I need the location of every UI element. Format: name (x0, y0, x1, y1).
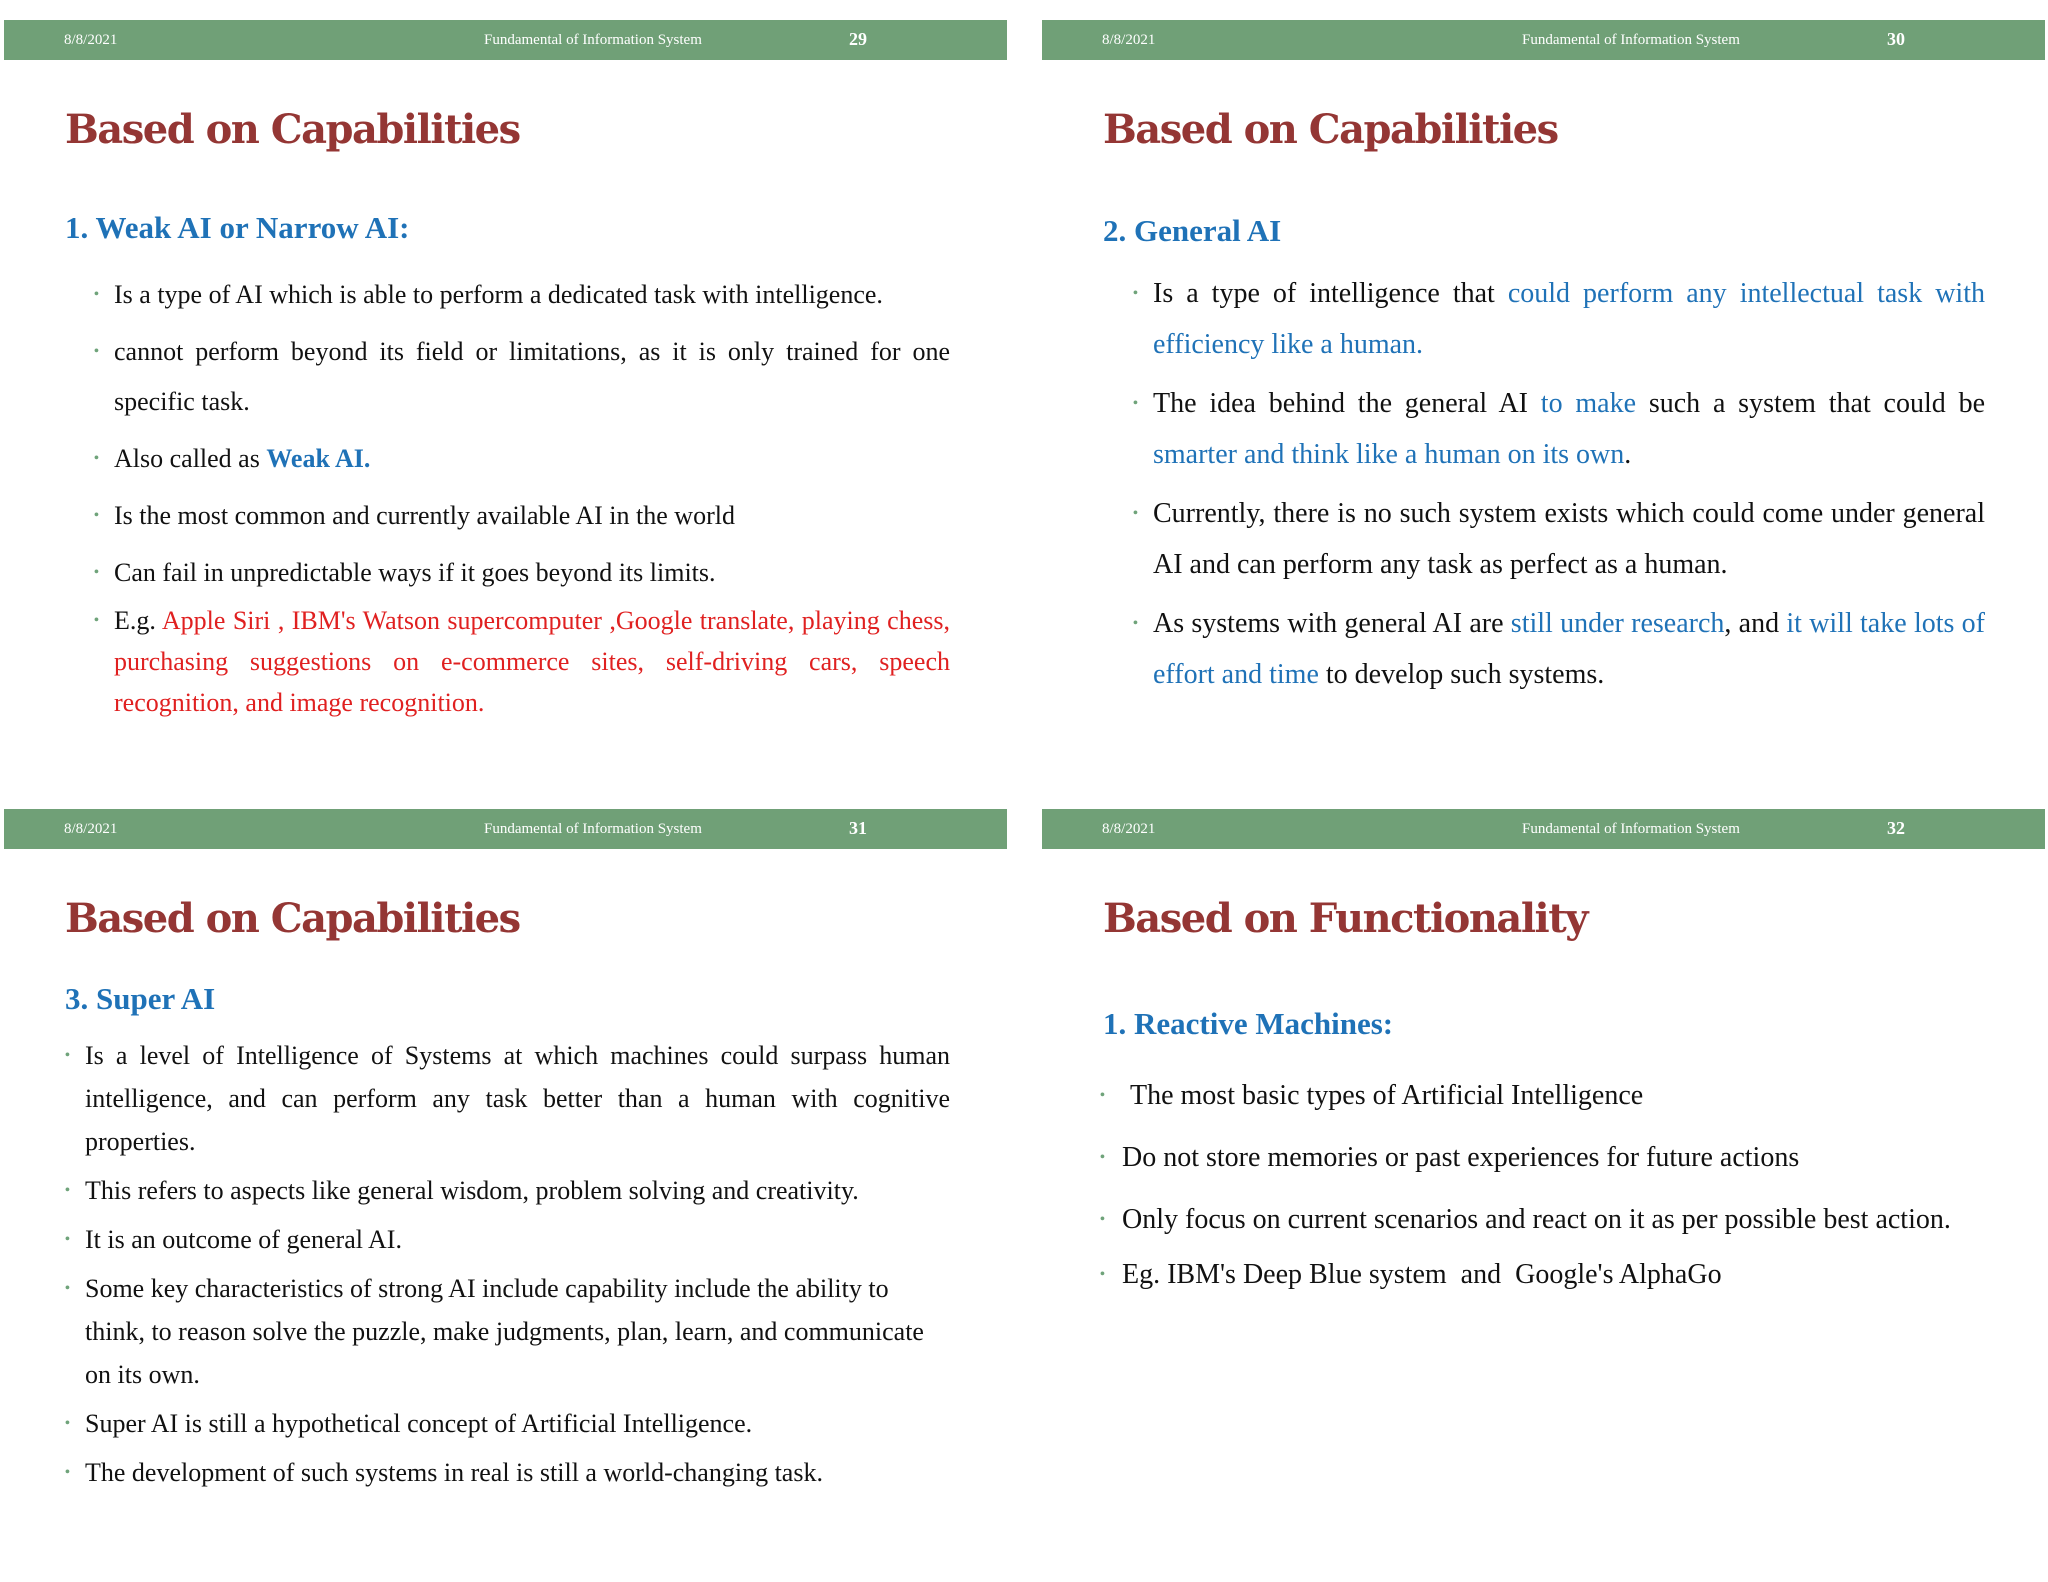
bullet-icon: • (94, 287, 99, 302)
slide-number: 31 (849, 818, 867, 838)
slide-subtitle: 1. Weak AI or Narrow AI: (65, 210, 410, 245)
weak-ai-highlight: Weak AI. (266, 444, 371, 473)
slide-29 (4, 20, 1007, 780)
list-item: • Is a type of AI which is able to perform a dedicated task with intelligence. (114, 270, 950, 320)
bullet-icon: • (1100, 1267, 1105, 1282)
course-name: Fundamental of Information System (484, 821, 702, 837)
bullet-icon: • (1100, 1150, 1105, 1165)
list-item: • The development of such systems in real is still a world-changing task. (85, 1451, 950, 1494)
slide-subtitle: 1. Reactive Machines: (1103, 1006, 1394, 1041)
bullet-icon: • (65, 1183, 70, 1198)
list-item: • As systems with general AI are still under research, and it will take lots of effort and time to develop such systems. (1153, 598, 1985, 700)
list-item: • Is the most common and currently available AI in the world (114, 491, 950, 541)
slide-title: Based on Capabilities (1103, 106, 1558, 153)
bullet-icon: • (94, 451, 99, 466)
slide-subtitle: 2. General AI (1103, 213, 1282, 248)
bullet-icon: • (94, 565, 99, 580)
slide-header (1042, 20, 2045, 60)
list-item: • Do not store memories or past experiences for future actions (1122, 1130, 1985, 1185)
slide-number: 30 (1887, 29, 1905, 49)
slide-title: Based on Capabilities (65, 106, 520, 153)
list-item: • Some key characteristics of strong AI include capability include the ability to think, to reason solve the puzzle, make judgments, plan, learn, and communicate on its own. (85, 1267, 950, 1396)
bullet-icon: • (65, 1232, 70, 1247)
bullet-icon: • (94, 344, 99, 359)
list-item: • Is a type of intelligence that could perform any intellectual task with efficiency like a human. (1153, 268, 1985, 370)
slide-title: Based on Capabilities (65, 895, 520, 942)
list-item: • This refers to aspects like general wisdom, problem solving and creativity. (85, 1169, 950, 1212)
course-name: Fundamental of Information System (484, 32, 702, 48)
examples-text: Apple Siri , IBM's Watson supercomputer ,Google translate, playing chess, purchasing suggestions on e-commerce sites, self-driving cars, speech recognition, and image recognition. (114, 606, 950, 717)
slide-title: Based on Functionality (1103, 895, 1587, 942)
bullet-icon: • (1133, 616, 1138, 631)
course-name: Fundamental of Information System (1522, 821, 1740, 837)
slide-30 (1042, 20, 2045, 780)
bullet-icon: • (65, 1416, 70, 1431)
list-item: • E.g. Apple Siri , IBM's Watson supercomputer ,Google translate, playing chess, purchasing suggestions on e-commerce sites, self-driving cars, speech recognition, and image recognition. (114, 600, 950, 723)
bullet-icon: • (1133, 286, 1138, 301)
list-item: • Also called as Weak AI. (114, 434, 950, 484)
slide-32 (1042, 809, 2045, 1569)
slide-date: 8/8/2021 (1102, 32, 1156, 48)
slide-header (4, 20, 1007, 60)
bullet-icon: • (65, 1048, 70, 1063)
bullet-icon: • (94, 613, 99, 628)
slide-date: 8/8/2021 (64, 32, 118, 48)
bullet-list (94, 270, 950, 723)
list-item: • Super AI is still a hypothetical concept of Artificial Intelligence. (85, 1402, 950, 1445)
slide-header (4, 809, 1007, 849)
list-item: • Is a level of Intelligence of Systems at which machines could surpass human intelligence, and can perform any task better than a human with cognitive properties. (85, 1034, 950, 1163)
slide-31 (4, 809, 1007, 1569)
slide-header (1042, 809, 2045, 849)
bullet-icon: • (1100, 1212, 1105, 1227)
list-item: • It is an outcome of general AI. (85, 1218, 950, 1261)
list-item: • Only focus on current scenarios and react on it as per possible best action. (1122, 1192, 1985, 1247)
slide-number: 29 (849, 29, 867, 49)
course-name: Fundamental of Information System (1522, 32, 1740, 48)
list-item: • The most basic types of Artificial Intelligence (1122, 1068, 1985, 1123)
slide-number: 32 (1887, 818, 1905, 838)
bullet-icon: • (65, 1465, 70, 1480)
list-item: • Eg. IBM's Deep Blue system and Google's AlphaGo (1122, 1247, 1985, 1302)
list-item: • Can fail in unpredictable ways if it goes beyond its limits. (114, 548, 950, 598)
slide-date: 8/8/2021 (64, 821, 118, 837)
list-item: • cannot perform beyond its field or limitations, as it is only trained for one specific task. (114, 327, 950, 427)
list-item: • The idea behind the general AI to make such a system that could be smarter and think like a human on its own. (1153, 378, 1985, 480)
bullet-icon: • (94, 508, 99, 523)
bullet-list (1133, 268, 1985, 700)
bullet-list (1100, 1068, 1985, 1302)
bullet-list (65, 1034, 950, 1494)
slide-date: 8/8/2021 (1102, 821, 1156, 837)
bullet-icon: • (1133, 396, 1138, 411)
slide-subtitle: 3. Super AI (65, 981, 216, 1016)
bullet-icon: • (65, 1281, 70, 1296)
list-item: • Currently, there is no such system exists which could come under general AI and can perform any task as perfect as a human. (1153, 488, 1985, 590)
bullet-icon: • (1133, 506, 1138, 521)
bullet-icon: • (1100, 1088, 1105, 1103)
